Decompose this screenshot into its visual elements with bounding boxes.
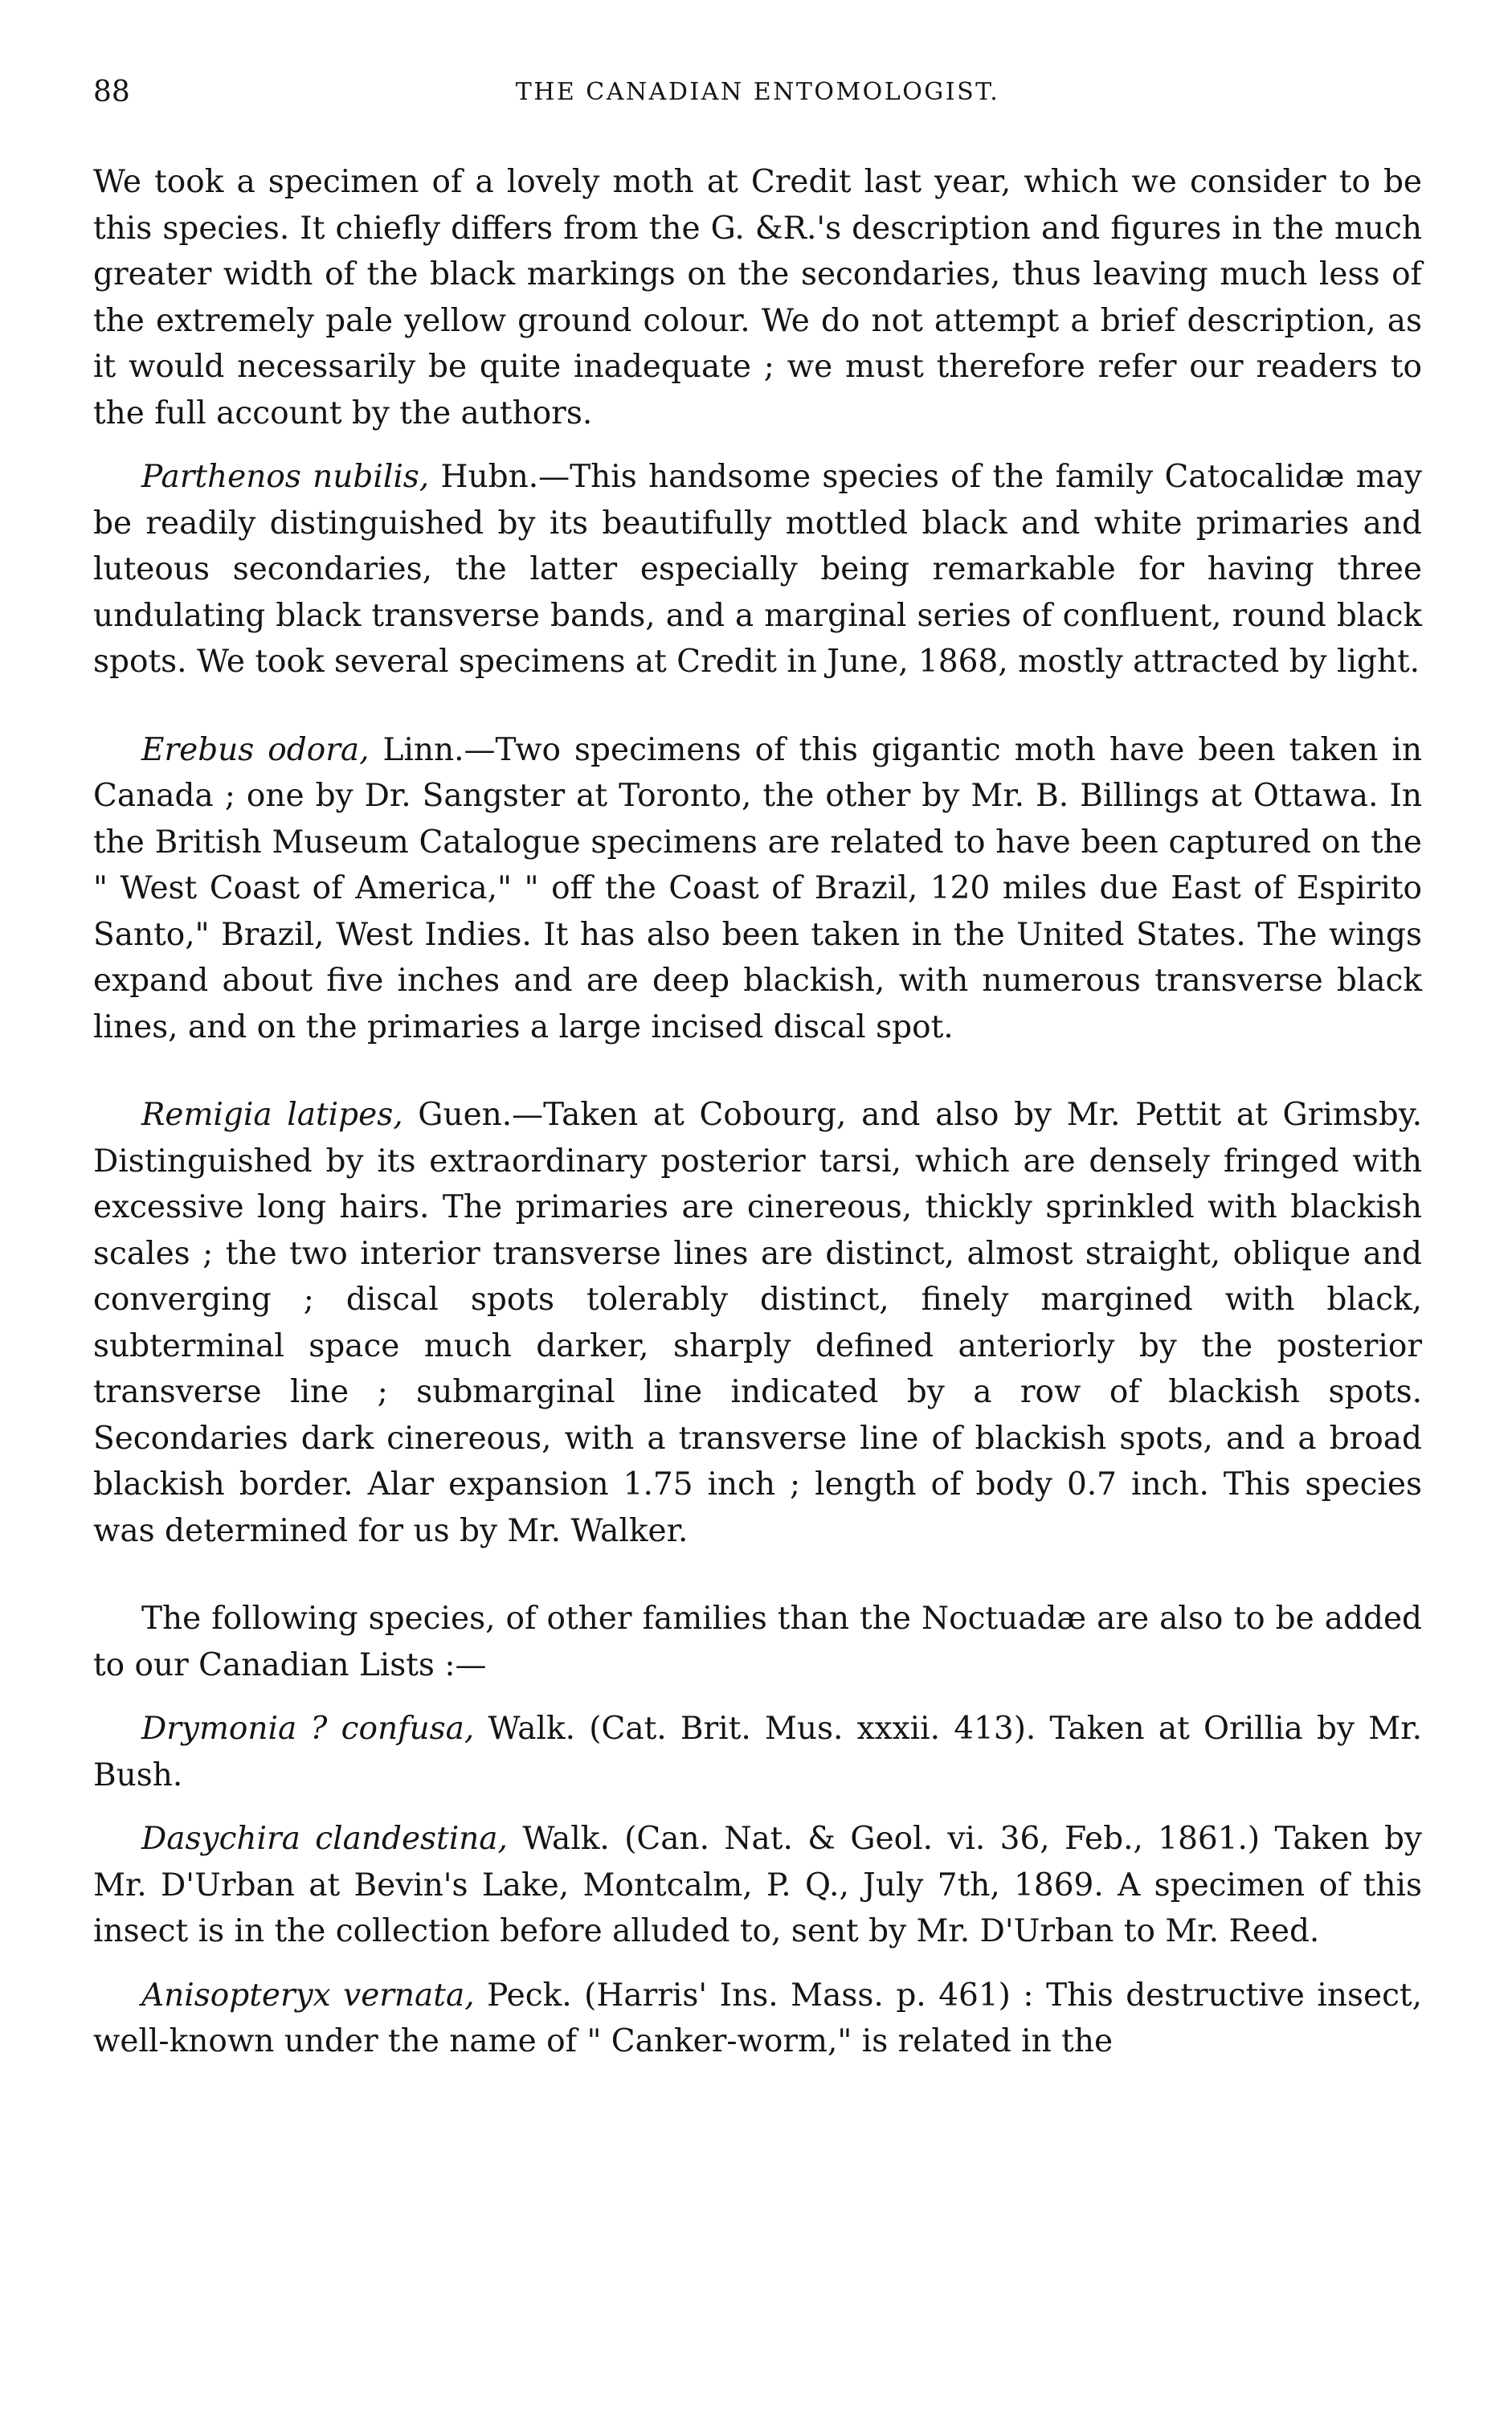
paragraph-text: We took a specimen of a lovely moth at Credit last year, which we consider to be this species. It chiefly differs from the G. &R.'s description and figures in the much greater width of the black markings on the secondaries, thus leaving much less of the extremely pale yellow ground colour. We do not attempt a brief description, as it would necessarily be quite inadequate ; we must therefore refer our readers to the full account by the authors.: [93, 164, 1422, 431]
paragraph-dasychira-clandestina: [93, 1816, 1422, 1955]
page-header: [93, 74, 1422, 111]
paragraph-other-families: [93, 1596, 1422, 1688]
paragraph-drymonia-confusa: [93, 1706, 1422, 1798]
species-name: Dasychira clandestina,: [141, 1821, 508, 1857]
paragraph-text: Walk. (Cat. Brit. Mus. xxxii. 413). Taken at Orillia by Mr. Bush.: [93, 1711, 1422, 1793]
paragraph-text: Hubn.—This handsome species of the family Catocalidæ may be readily distinguished by its beautifully mottled black and white primaries and luteous secondaries, the latter especially being remarkable for having three undulating black transverse bands, and a marginal series of confluent, round black spots. We took several specimens at Credit in June, 1868, mostly attracted by light.: [93, 459, 1423, 680]
paragraph-anisopteryx-vernata: [93, 1973, 1422, 2065]
paragraph-text: Guen.—Taken at Cobourg, and also by Mr. Pettit at Grimsby. Distinguished by its extraordinary posterior tarsi, which are densely fringed with excessive long hairs. The primaries are cinereous, thickly sprinkled with blackish scales ; the two interior transverse lines are distinct, almost straight, oblique and converging ; discal spots tolerably distinct, finely margined with black, subterminal space much darker, sharply defined anteriorly by the posterior transverse line ; submarginal line indicated by a row of blackish spots. Secondaries dark cinereous, with a transverse line of blackish spots, and a broad blackish border. Alar expansion 1.75 inch ; length of body 0.7 inch. This species was determined for us by Mr. Walker.: [93, 1097, 1422, 1549]
species-name: Drymonia ? confusa,: [141, 1711, 475, 1747]
paragraph-text: Linn.—Two specimens of this gigantic moth have been taken in Canada ; one by Dr. Sangster at Toronto, the other by Mr. B. Billings at Ottawa. In the British Museum Catalogue specimens are related to have been captured on the " West Coast of America," " off the Coast of Brazil, 120 miles due East of Espirito Santo," Brazil, West Indies. It has also been taken in the United States. The wings expand about five inches and are deep blackish, with numerous transverse black lines, and on the primaries a large incised discal spot.: [93, 731, 1422, 1045]
paragraph-moth-credit: [93, 159, 1422, 436]
species-name: Erebus odora,: [141, 731, 370, 768]
page-number: 88: [93, 76, 130, 108]
running-title: THE CANADIAN ENTOMOLOGIST.: [515, 78, 1000, 106]
species-name: Parthenos nubilis,: [141, 459, 430, 495]
body-text: [93, 159, 1422, 2065]
paragraph-erebus-odora: [93, 727, 1422, 1051]
paragraph-text: Walk. (Can. Nat. & Geol. vi. 36, Feb., 1861.) Taken by Mr. D'Urban at Bevin's Lake, Montcalm, P. Q., July 7th, 1869. A specimen of this insect is in the collection before alluded to, sent by Mr. D'Urban to Mr. Reed.: [93, 1821, 1422, 1949]
paragraph-remigia-latipes: [93, 1092, 1422, 1554]
species-name: Anisopteryx vernata,: [141, 1977, 475, 2014]
paragraph-text: The following species, of other families than the Noctuadæ are also to be added to our Canadian Lists :—: [93, 1601, 1422, 1683]
species-name: Remigia latipes,: [141, 1097, 403, 1133]
paragraph-text: Peck. (Harris' Ins. Mass. p. 461) : This destructive insect, well-known under the name of " Canker-worm," is related in the: [93, 1977, 1422, 2059]
paragraph-parthenos-nubilis: [93, 454, 1422, 685]
